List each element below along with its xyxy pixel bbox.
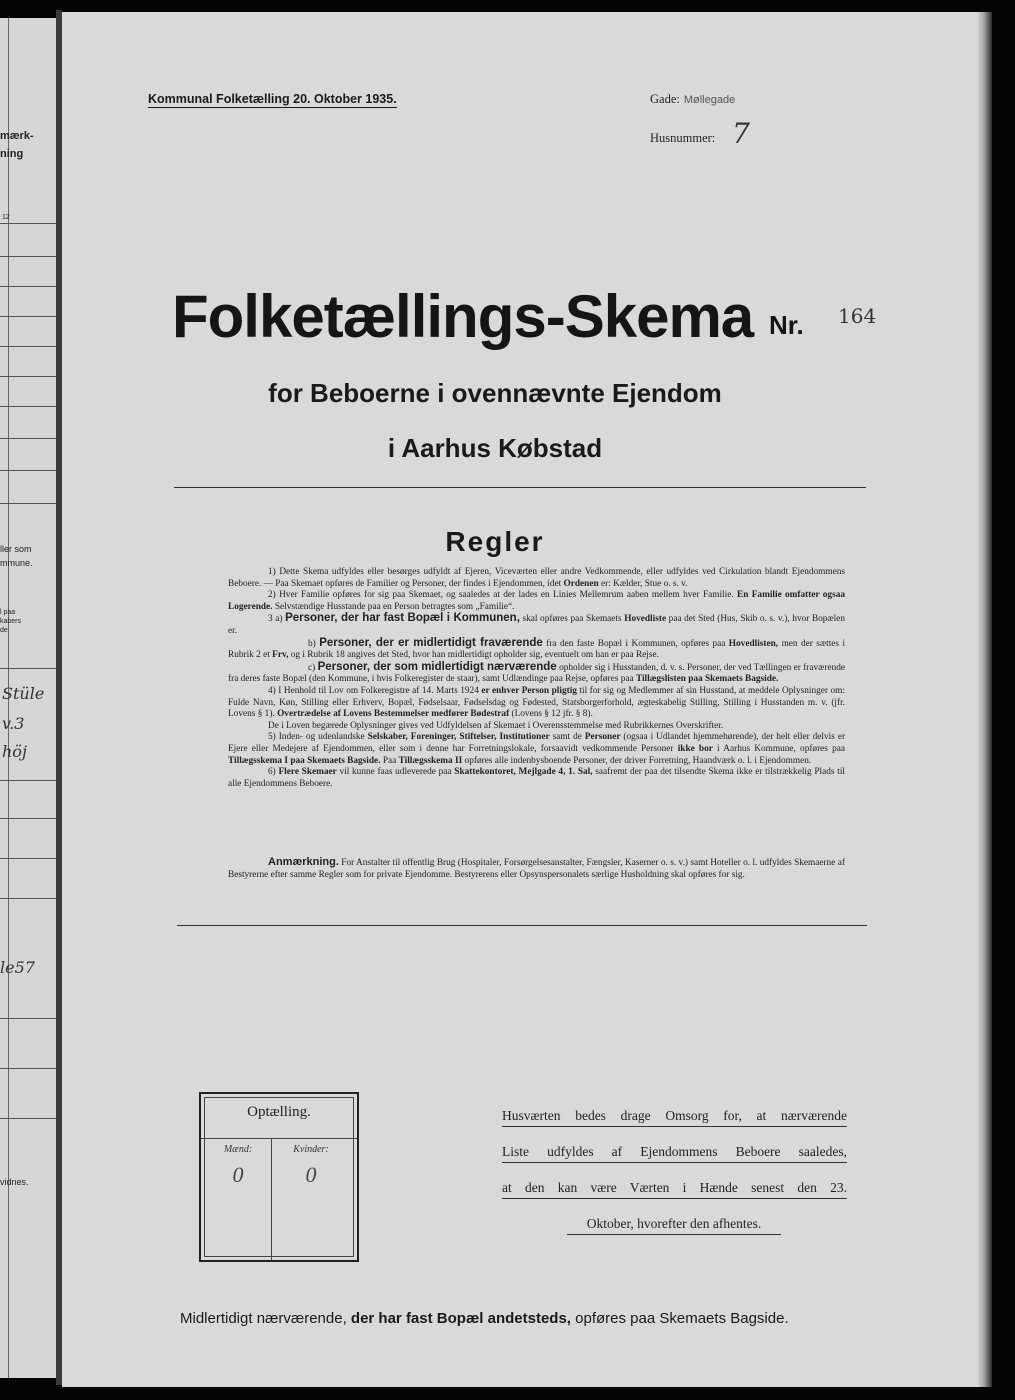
rule-6: 6) Flere Skemaer vil kunne faas udleverede paa Skattekontoret, Mejlgade 4, 1. Sal, saafremt der paa det tilsendte Skema ikke er tilstrækkelig Plads til alle Ejendommens Beboere. <box>228 767 845 789</box>
form-number-label: Nr. <box>769 310 804 340</box>
street-field <box>650 92 735 107</box>
street-value: Møllegade <box>683 94 736 106</box>
rules-heading: Regler <box>445 526 545 557</box>
rule-3c: c) Personer, der som midlertidigt nærværende opholder sig i Husstanden, d. v. s. Personer, der ved Tællingen er fraværende fra deres faste Bopæl (den Kommune, i hvis Folkeregister de staar), samt Udlændinge paa Rejse, opføres paa Tillægslisten paa Skemaets Bagside. <box>228 660 846 685</box>
street-label: Gade: <box>650 92 680 106</box>
notice-line: Oktober, hvorefter den afhentes. <box>567 1216 781 1235</box>
remark <box>228 857 845 881</box>
notice-line: at den kan være Værten i Hænde senest den 23. <box>502 1180 847 1199</box>
men-count: 0 <box>232 1162 244 1187</box>
census-form-page <box>62 12 992 1387</box>
remark-heading: Anmærkning. <box>268 856 339 868</box>
rules-text <box>228 567 845 790</box>
remark-text: For Anstalter til offentlig Brug (Hospitaler, Forsørgelsesanstalter, Fængsler, Kaserner o. s. v.) samt Hoteller o. l. udfyldes Skemaerne af Bestyrerne efter samme Regler som for private Ejendomme. Bestyrerens eller Opsynspersonalets særlige Husholdning skal opføres for sig. <box>228 858 845 880</box>
count-box <box>199 1092 359 1262</box>
rule-3b: b) Personer, der er midlertidigt fraværende fra den faste Bopæl i Kommunen, opføres paa Hovedlisten, men der sættes i Rubrik 2 et Frv, og i Rubrik 18 angives det Sted, hvor han midlertidigt opholder sig, eventuelt om han er paa Rejse. <box>228 636 846 661</box>
census-title: Kommunal Folketælling 20. Oktober 1935. <box>148 92 397 106</box>
women-count: 0 <box>305 1162 317 1187</box>
count-box-title: Optælling. <box>247 1104 311 1120</box>
footer-note: Midlertidigt nærværende, der har fast Bopæl andetsteds, opføres paa Skemaets Bagside. <box>180 1310 789 1327</box>
form-subtitle-city: i Aarhus Købstad <box>387 433 603 463</box>
left-facing-page <box>0 18 56 1378</box>
left-handwriting: v.3 <box>2 714 25 733</box>
divider <box>174 487 866 488</box>
left-handwriting: Stüle <box>2 684 45 703</box>
left-fragment: mmune. <box>0 558 33 568</box>
form-subtitle: for Beboerne i ovennævnte Ejendom <box>268 378 722 408</box>
notice-line: Liste udfyldes af Ejendommens Beboere saaledes, <box>502 1144 847 1163</box>
rule-2: 2) Hver Familie opføres for sig paa Skemaet, og saaledes at der lades en Linies Mellemrum aaben mellem hver Familie. En Familie omfatter ogsaa Logerende. Selvstændige Husstande paa en Person betragtes som „Familie“. <box>228 590 845 612</box>
women-label: Kvinder: <box>293 1144 329 1155</box>
form-title: Folketællings-Skema <box>172 283 754 350</box>
house-number-field <box>650 117 750 150</box>
notice-line: Husværten bedes drage Omsorg for, at nærværende <box>502 1108 847 1127</box>
left-fragment: vidnes. <box>0 1177 29 1187</box>
house-number-value: 7 <box>732 117 750 150</box>
rule-4: 4) I Henhold til Lov om Folkeregistre af 14. Marts 1924 er enhver Person pligtig til for sig og Medlemmer af sin Husstand, at meddele Oplysninger om: Fulde Navn, Køn, Stilling eller Erhverv, Bopæl, Fødselsaar, Fødselsdag og Fødested, Statsborgerforhold, ægteskabelig Stilling, Stilling i Husstanden m. v. (jfr. Lovens § 1). Overtrædelse af Lovens Bestemmelser medfører Bødestraf (Lovens § 12 jfr. § 8). <box>228 685 845 720</box>
left-handwriting: le57 <box>0 958 35 977</box>
left-handwriting: höj <box>2 742 27 761</box>
left-fragment: 12 <box>2 214 10 221</box>
left-fragment: mærk- <box>0 130 34 142</box>
left-fragment: kabers <box>0 618 22 625</box>
rule-5: 5) Inden- og udenlandske Selskaber, Foreninger, Stiftelser, Institutioner samt de Personer (ogsaa i Udlandet hjemmehørende), der helt eller delvis er Ejere eller Medejere af Ejendommen, eller som i denne har Forretningslokale, forsaavidt vedkommende Personer ikke bor i Aarhus Kommune, opføres paa Tillægsskema I paa Skemaets Bagside. Paa Tillægsskema II opføres alle indenbysboende Personer, der driver Forretning, Haandværk o. l. i Ejendommen. <box>228 732 846 766</box>
divider <box>177 925 867 926</box>
men-label: Mænd: <box>223 1144 253 1155</box>
rule-4b: De i Loven begærede Oplysninger gives ved Udfyldelsen af Skemaet i Overensstemmelse med Rubrikkernes Overskrifter. <box>268 720 724 731</box>
page-edge <box>978 12 992 1387</box>
rule-3a: 3 a) Personer, der har fast Bopæl i Kommunen, skal opføres paa Skemaets Hovedliste paa det Sted (Hus, Skib o. s. v.), hvor Bopælen er. <box>228 612 845 636</box>
left-fragment: ller som <box>0 544 32 554</box>
left-fragment: ning <box>0 148 24 160</box>
landlord-notice <box>502 1108 847 1252</box>
left-fragment: de <box>0 627 8 634</box>
left-fragment: l paa <box>0 609 16 616</box>
rule-1: 1) Dette Skema udfyldes eller besørges udfyldt af Ejeren, Viceværten eller andre Vedkommende, eller udfyldes ved Cirkulation blandt Ejendommens Beboere. — Paa Skemaet opføres de Familier og Personer, der findes i Ejendommen, idet Ordenen er: Kælder, Stue o. s. v. <box>228 567 845 589</box>
form-number-value: 164 <box>838 304 877 328</box>
house-number-label: Husnummer: <box>650 131 716 145</box>
